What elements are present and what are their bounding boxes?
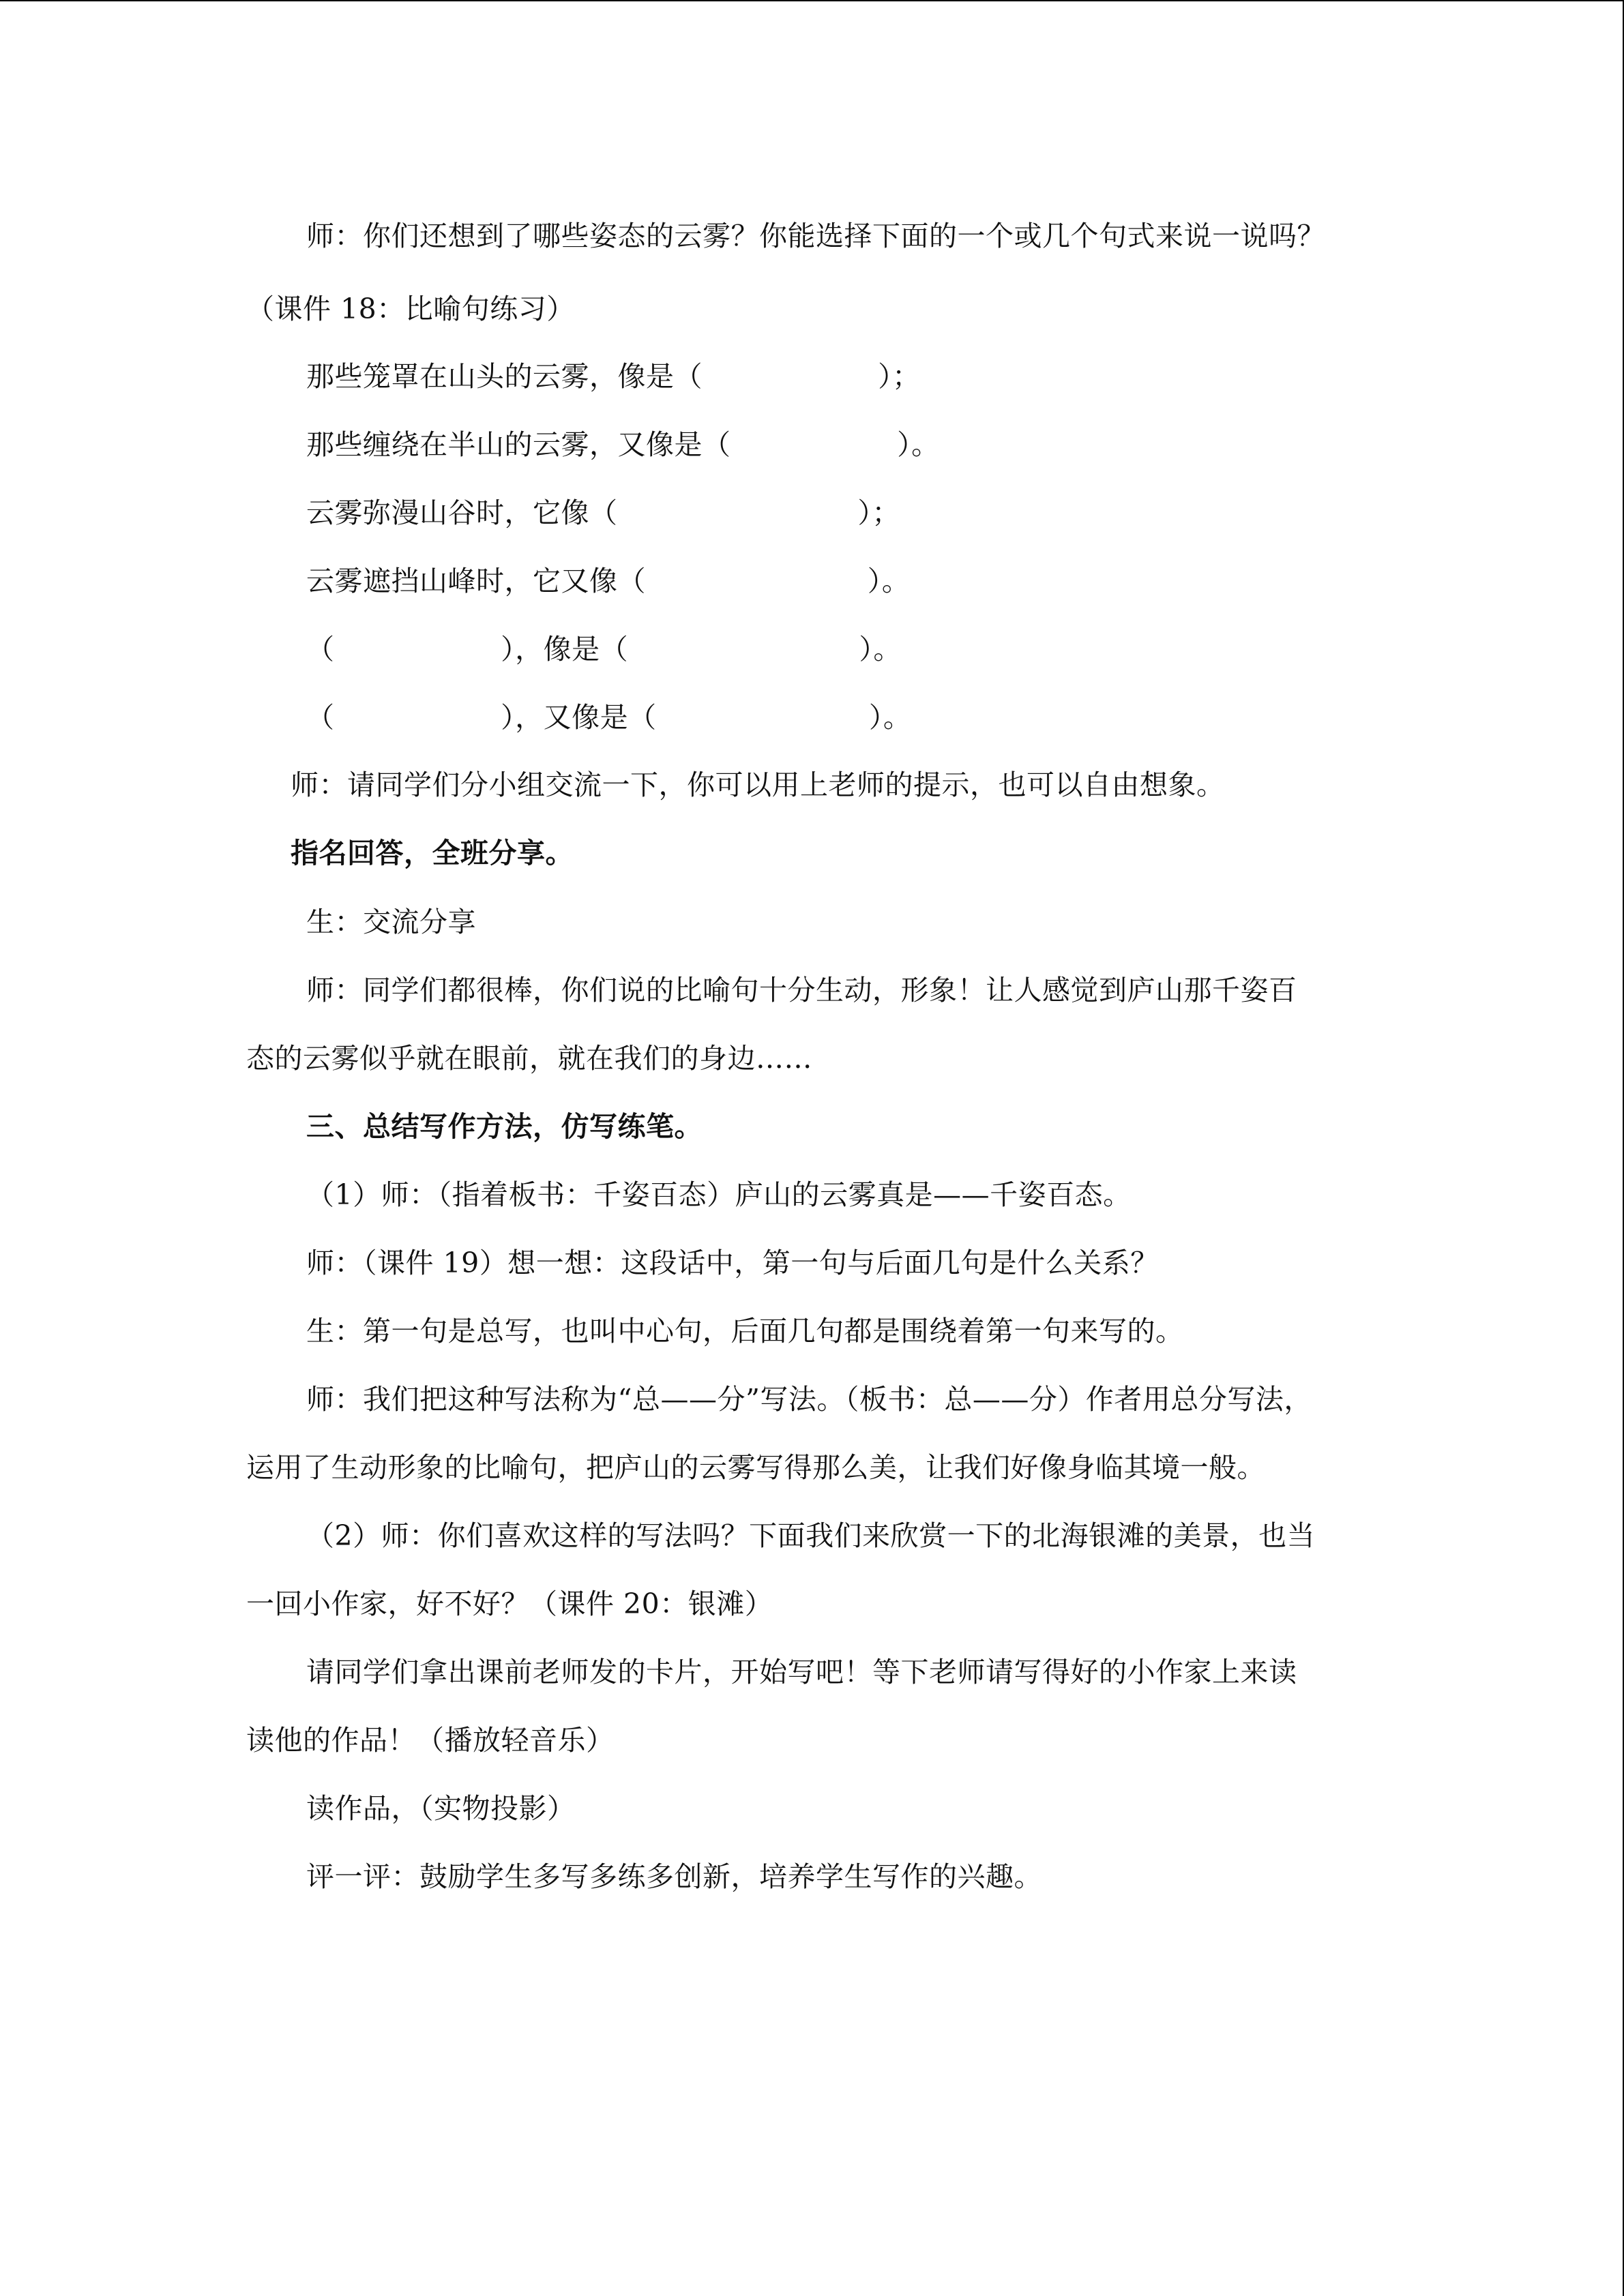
text-line: （ ），又像是（ ）。 xyxy=(306,701,912,734)
text-line: 师：我们把这种写法称为“总——分”写法。（板书：总——分）作者用总分写法， xyxy=(306,1383,1312,1416)
text-line: 一回小作家，好不好？（课件 20：银滩） xyxy=(246,1587,773,1620)
text-line: 师：同学们都很棒，你们说的比喻句十分生动，形象！让人感觉到庐山那千姿百 xyxy=(306,974,1297,1007)
section-heading: 三、总结写作方法，仿写练笔。 xyxy=(306,1110,703,1143)
text-line: 那些缠绕在半山的云雾，又像是（ ）。 xyxy=(306,428,940,461)
text-line: （2）师：你们喜欢这样的写法吗？下面我们来欣赏一下的北海银滩的美景，也当 xyxy=(306,1519,1316,1552)
text-line: 生：第一句是总写，也叫中心句，后面几句都是围绕着第一句来写的。 xyxy=(306,1315,1184,1347)
text-line: 生：交流分享 xyxy=(306,906,476,938)
text-line: 云雾遮挡山峰时，它又像（ ）。 xyxy=(306,565,911,597)
text-line: （1）师：（指着板书：千姿百态）庐山的云雾真是——千姿百态。 xyxy=(306,1178,1132,1211)
text-line: 师：（课件 19）想一想：这段话中，第一句与后面几句是什么关系？ xyxy=(306,1247,1159,1279)
text-line: 师：请同学们分小组交流一下，你可以用上老师的提示，也可以自由想象。 xyxy=(291,769,1225,801)
text-line: 读作品，（实物投影） xyxy=(306,1792,576,1825)
text-line: （ ），像是（ ）。 xyxy=(306,633,902,666)
text-line: 那些笼罩在山头的云雾，像是（ ）； xyxy=(306,360,921,393)
text-line: 云雾弥漫山谷时，它像（ ）； xyxy=(306,496,900,529)
text-line: 读他的作品！（播放轻音乐） xyxy=(246,1724,615,1757)
text-line: 运用了生动形象的比喻句，把庐山的云雾写得那么美，让我们好像身临其境一般。 xyxy=(246,1451,1265,1484)
text-line: 请同学们拿出课前老师发的卡片，开始写吧！等下老师请写得好的小作家上来读 xyxy=(306,1656,1297,1688)
text-line: 师：你们还想到了哪些姿态的云雾？你能选择下面的一个或几个句式来说一说吗？ xyxy=(306,220,1325,252)
section-heading: 指名回答，全班分享。 xyxy=(291,837,574,869)
text-line: 评一评：鼓励学生多写多练多创新，培养学生写作的兴趣。 xyxy=(306,1860,1042,1893)
text-line: 态的云雾似乎就在眼前，就在我们的身边…… xyxy=(246,1042,812,1075)
text-line: （课件 18：比喻句练习） xyxy=(246,293,575,325)
